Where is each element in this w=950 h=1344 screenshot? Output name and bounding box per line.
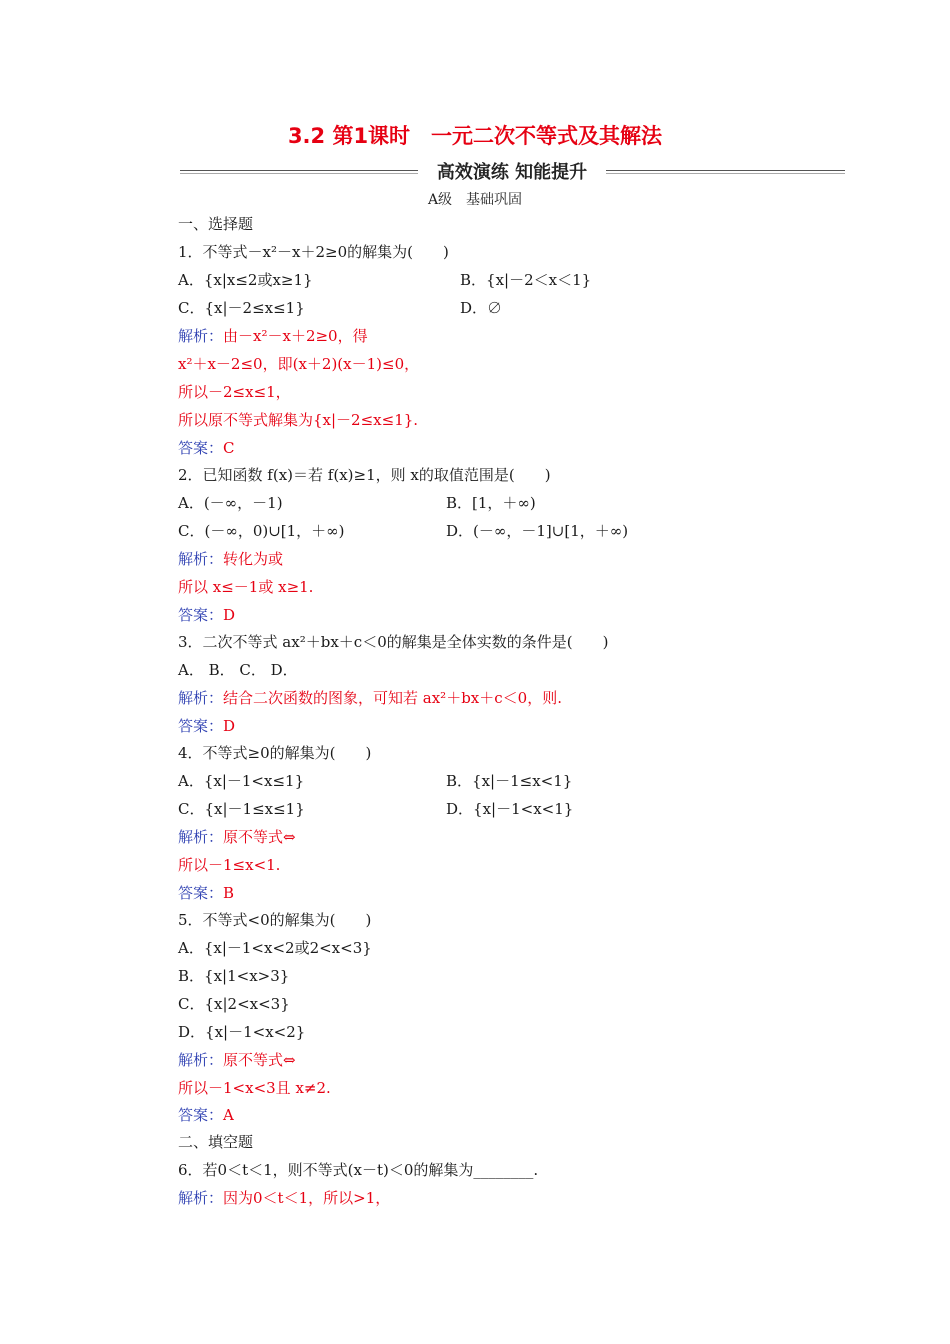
banner-rule-left [180,170,418,171]
q2-option-a: A．(－∞，－1) [178,494,283,512]
q4-solution-text: 原不等式⇔ [223,828,296,846]
solution-label: 解析： [178,828,224,846]
page-title: 3.2 第1课时 一元二次不等式及其解法 [287,124,663,148]
q4-option-d: D．{x|－1<x<1} [446,800,574,818]
q1-solution-3: 所以－2≤x≤1， [178,383,291,401]
solution-label: 解析： [178,327,224,345]
q3-stem: 3．二次不等式 ax²＋bx＋c＜0的解集是全体实数的条件是( ) [178,633,609,651]
answer-label: 答案： [178,439,224,457]
q3-answer-value: D [223,717,236,735]
q2-stem: 2．已知函数 f(x)＝若 f(x)≥1，则 x的取值范围是( ) [178,466,551,484]
q5-answer-value: A [223,1106,234,1124]
q4-stem: 4．不等式≥0的解集为( ) [178,744,372,762]
q1-solution-4: 所以原不等式解集为{x|－2≤x≤1}. [178,411,419,429]
banner-text: 高效演练 知能提升 [436,162,588,183]
q5-option-b: B．{x|1<x>3} [178,967,290,985]
q5-option-a: A．{x|－1<x<2或2<x<3} [178,939,372,957]
solution-label: 解析： [178,550,224,568]
q4-solution-2: 所以－1≤x<1. [178,856,281,874]
q6-solution-1 [178,1188,390,1208]
answer-label: 答案： [178,1106,224,1124]
section-heading-fill: 二、填空题 [178,1133,254,1151]
answer-label: 答案： [178,717,224,735]
q4-option-a: A．{x|－1<x≤1} [178,772,305,790]
solution-label: 解析： [178,689,224,707]
q2-solution-1 [178,549,283,569]
q4-answer [178,883,234,903]
q5-answer [178,1105,234,1125]
q5-solution-text: 原不等式⇔ [223,1051,296,1069]
q1-option-c: C．{x|－2≤x≤1} [178,299,305,317]
q4-option-c: C．{x|－1≤x≤1} [178,800,305,818]
q5-solution-2: 所以－1<x<3且 x≠2. [178,1079,331,1097]
q2-solution-text: 转化为或 [223,550,284,568]
q2-solution-2: 所以 x≤－1或 x≥1. [178,578,314,596]
q2-option-c: C．(－∞，0)∪[1，＋∞) [178,522,345,540]
solution-label: 解析： [178,1051,224,1069]
q2-answer [178,605,235,625]
q1-answer [178,438,235,458]
q3-solution-1 [178,688,562,708]
q2-answer-value: D [223,606,236,624]
answer-label: 答案： [178,884,224,902]
q4-option-b: B．{x|－1≤x<1} [446,772,573,790]
q5-option-d: D．{x|－1<x<2} [178,1023,306,1041]
q4-answer-value: B [223,884,235,902]
answer-label: 答案： [178,606,224,624]
level-heading: A级 基础巩固 [427,192,523,208]
q1-solution-text: 由－x²－x＋2≥0，得 [223,327,368,345]
q5-option-c: C．{x|2<x<3} [178,995,290,1013]
q5-solution-1 [178,1050,296,1070]
q3-options: A． B． C． D． [178,661,298,679]
q2-option-b: B．[1，＋∞) [446,494,536,512]
section-heading-choice: 一、选择题 [178,215,254,233]
q1-solution-1 [178,326,368,346]
section-banner [180,158,845,184]
q1-option-d: D．∅ [460,299,503,317]
q5-stem: 5．不等式<0的解集为( ) [178,911,372,929]
q6-solution-text: 因为0＜t＜1，所以>1， [223,1189,391,1207]
solution-label: 解析： [178,1189,224,1207]
q1-stem: 1．不等式－x²－x＋2≥0的解集为( ) [178,243,449,261]
q3-answer [178,716,235,736]
banner-rule-right [606,170,845,171]
q4-solution-1 [178,827,296,847]
q1-option-a: A．{x|x≤2或x≥1} [178,271,313,289]
q2-option-d: D．(－∞，－1]∪[1，＋∞) [446,522,629,540]
q1-answer-value: C [223,439,235,457]
q3-solution-text: 结合二次函数的图象，可知若 ax²＋bx＋c＜0，则. [223,689,562,707]
q6-stem: 6．若0＜t＜1，则不等式(x－t)＜0的解集为________. [178,1161,539,1179]
q1-option-b: B．{x|－2＜x＜1} [460,271,592,289]
q1-solution-2: x²＋x－2≤0，即(x＋2)(x－1)≤0， [178,355,420,373]
